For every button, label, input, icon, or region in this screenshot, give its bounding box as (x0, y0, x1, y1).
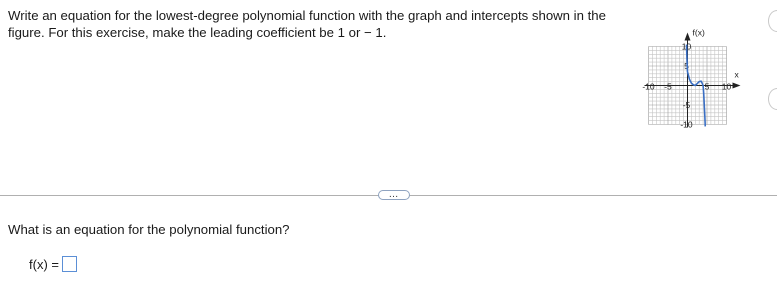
function-graph (618, 0, 777, 165)
y-axis-label: f(x) (692, 27, 705, 38)
answer-prompt: What is an equation for the polynomial function? (8, 222, 290, 237)
answer-row (29, 256, 77, 272)
x-tick-label: -5 (664, 81, 672, 92)
graph-svg (618, 0, 777, 165)
answer-label: f(x) = (29, 256, 59, 272)
x-axis-arrow-icon (733, 83, 741, 89)
y-tick-label: 5 (684, 61, 689, 71)
y-tick-label: -5 (682, 100, 691, 110)
x-tick-label: -10 (642, 81, 655, 92)
answer-input[interactable] (62, 256, 77, 272)
x-tick-label: 10 (721, 81, 732, 92)
x-axis-label: x (734, 69, 739, 80)
y-tick-label: -10 (680, 119, 693, 130)
y-axis-arrow-icon (685, 33, 691, 41)
more-options-button[interactable]: … (378, 190, 410, 200)
x-tick-label: 5 (704, 81, 710, 92)
y-tick-label: 10 (681, 41, 692, 52)
question-text: Write an equation for the lowest-degree polynomial function with the graph and intercepts shown in the figure. For this exercise, make the leading coefficient be 1 or − 1. (8, 8, 606, 40)
